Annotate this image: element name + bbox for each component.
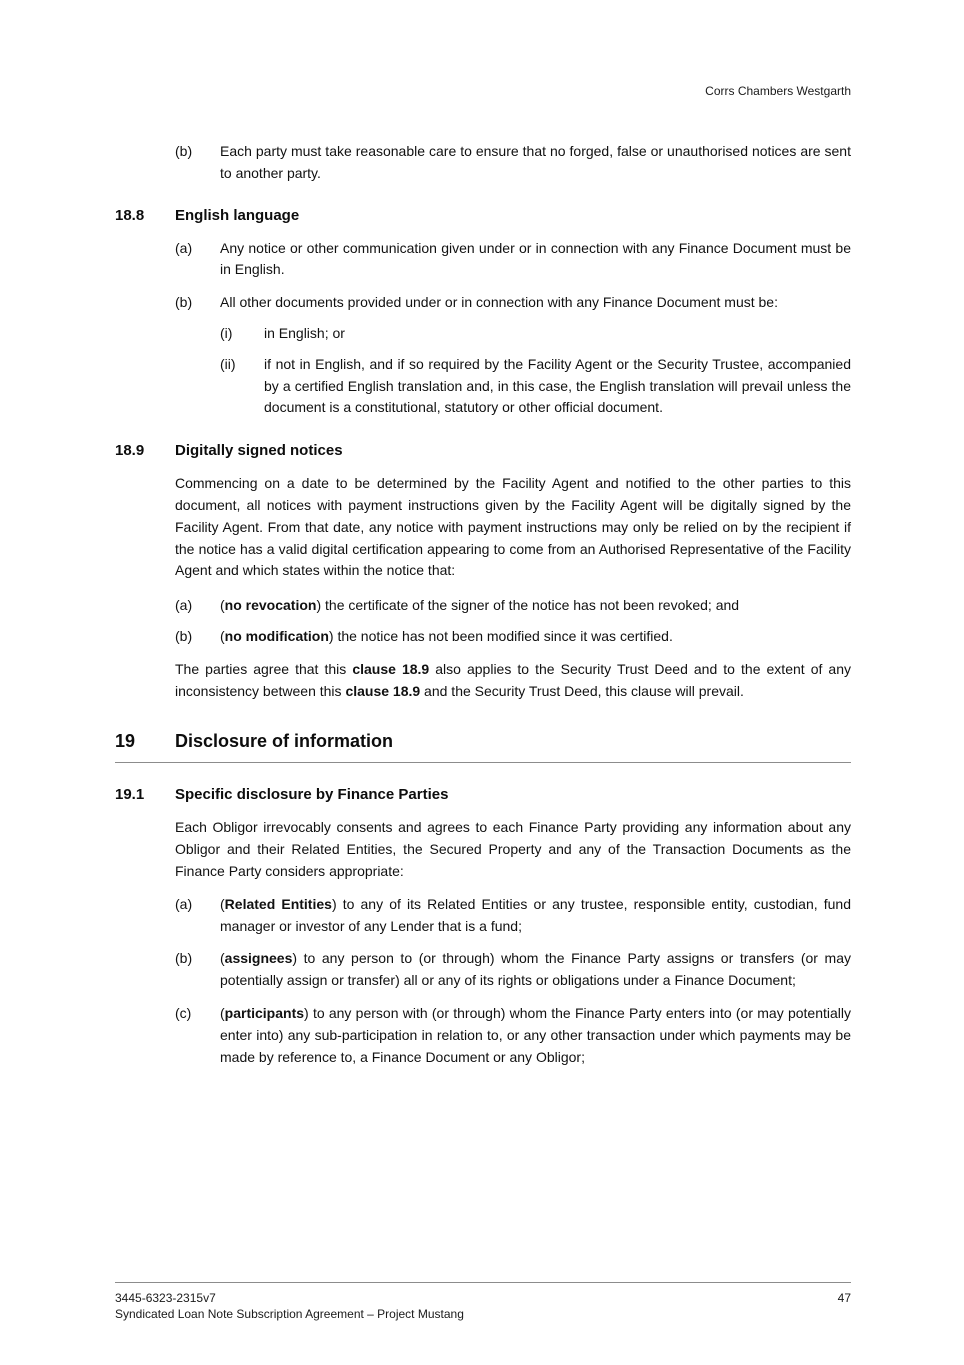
page-content	[115, 141, 851, 1068]
list-item-18-8-a	[115, 238, 851, 282]
list-marker: (b)	[175, 294, 193, 311]
paragraph-18-9-intro: Commencing on a date to be determined by the Facility Agent and notified to the other parties to this document, all notices with payment instructions given by the Facility Agent will be digitally signed by the Facility Agent. From that date, any notice with payment instructions may only be relied on by the recipient if the notice has a valid digital certification appearing to come from an Authorised Representative of the Facility Agent and which states within the notice that:	[175, 475, 851, 579]
list-item-prior-b	[115, 141, 851, 185]
section-heading-18-8	[115, 204, 851, 227]
chapter-heading-19	[115, 728, 851, 754]
list-text: (Related Entities) to any of its Related Entities or any trustee, responsible entity, custodian, fund manager or investor of any Lender that is a fund;	[220, 895, 851, 934]
list-item-18-8-b-ii	[115, 354, 851, 419]
document-reference: 3445-6323-2315v7	[115, 1291, 216, 1305]
list-marker: (c)	[175, 1004, 192, 1021]
list-marker: (ii)	[220, 355, 236, 372]
running-header	[705, 84, 851, 99]
heading-divider	[115, 762, 851, 763]
chapter-number: 19	[115, 731, 136, 752]
list-marker: (i)	[220, 324, 233, 341]
section-number: 19.1	[115, 786, 145, 804]
list-text: (participants) to any person with (or through) whom the Finance Party enters into (or may potentially enter into) any sub-participation in relation to, or any other transaction under which payments may be made by reference to, a Finance Document or any Obligor;	[220, 1004, 851, 1065]
list-marker: (b)	[175, 627, 193, 644]
section-number: 18.8	[115, 206, 145, 224]
paragraph-18-9-closing: The parties agree that this clause 18.9 also applies to the Security Trust Deed and to the extent of any inconsistency between this clause 18.9 and the Security Trust Deed, this clause will prevail.	[175, 660, 851, 699]
firm-name: Corrs Chambers Westgarth	[705, 84, 851, 98]
section-title: Digitally signed notices	[175, 442, 343, 460]
list-item-18-8-b-i	[115, 323, 851, 345]
section-title: Specific disclosure by Finance Parties	[175, 786, 449, 804]
list-marker: (a)	[175, 895, 193, 912]
page-number: 47	[837, 1291, 851, 1305]
list-marker: (b)	[175, 143, 193, 159]
list-item-19-1-c	[115, 1003, 851, 1068]
list-item-18-9-a	[115, 595, 851, 617]
list-text: (no revocation) the certificate of the signer of the notice has not been revoked; and	[220, 597, 740, 614]
footer-row	[115, 1290, 851, 1306]
section-heading-18-9	[115, 439, 851, 462]
list-text: All other documents provided under or in connection with any Finance Document must be:	[220, 294, 778, 311]
list-text: in English; or	[264, 324, 345, 341]
list-text: Any notice or other communication given under or in connection with any Finance Document must be in English.	[220, 239, 851, 278]
section-number: 18.9	[115, 442, 145, 460]
list-marker: (b)	[175, 950, 193, 967]
list-item-18-9-b	[115, 626, 851, 648]
page-footer	[115, 1282, 851, 1322]
list-text: (assignees) to any person to (or through) whom the Finance Party assigns or transfers (or may potentially assign or transfer) all or any of its rights or obligations under a Finance Document;	[220, 950, 851, 989]
list-marker: (a)	[175, 597, 193, 614]
section-title: English language	[175, 206, 300, 224]
list-text: (no modification) the notice has not been modified since it was certified.	[220, 627, 673, 644]
list-item-19-1-b	[115, 948, 851, 992]
list-marker: (a)	[175, 239, 193, 256]
document-title: Syndicated Loan Note Subscription Agreement – Project Mustang	[115, 1307, 464, 1321]
chapter-title: Disclosure of information	[175, 731, 394, 752]
list-item-19-1-a	[115, 894, 851, 938]
list-item-18-8-b	[115, 292, 851, 314]
list-text: Each party must take reasonable care to ensure that no forged, false or unauthorised notices are sent to another party.	[220, 143, 851, 181]
list-text: if not in English, and if so required by the Facility Agent or the Security Trustee, accompanied by a certified English translation and, in this case, the English translation will prevail unless the document is a constitutional, statutory or other official document.	[264, 355, 851, 416]
section-heading-19-1	[115, 783, 851, 806]
paragraph-19-1-intro: Each Obligor irrevocably consents and agrees to each Finance Party providing any information about any Obligor and their Related Entities, the Secured Property and any of the Transaction Documents as the Finance Party considers appropriate:	[175, 819, 851, 879]
